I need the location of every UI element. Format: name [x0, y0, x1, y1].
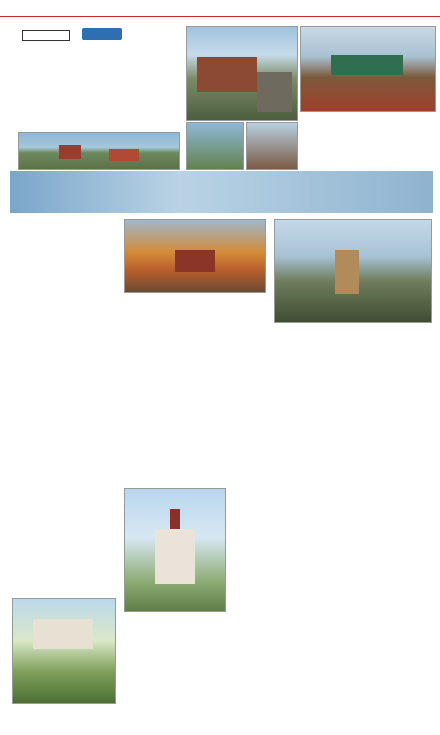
church-spire-shape [170, 509, 180, 529]
article-col2-top [124, 312, 190, 364]
article-col3-mid [196, 422, 268, 482]
church-building-shape [155, 529, 195, 584]
column-stamp [82, 28, 122, 40]
rock-shape [257, 72, 292, 112]
article-col1-top [12, 220, 118, 316]
temple-coast-photo [18, 132, 180, 170]
article-bottom-mid [124, 646, 346, 724]
page-header [0, 0, 440, 17]
article-col1-bottom [12, 448, 118, 593]
temple-rock-photo [186, 26, 298, 121]
article-col4-mid [230, 488, 346, 596]
temple-gate-shape [175, 250, 215, 272]
article-col5-top [352, 360, 432, 438]
private-island-photo [12, 598, 116, 704]
temple-hall-shape [197, 57, 257, 92]
pagoda-hill-photo [274, 219, 432, 323]
headline-banner [10, 171, 433, 213]
photo-captions-right [300, 115, 434, 165]
temple-autumn-photo [124, 219, 266, 293]
temple-roof-shape [59, 145, 81, 159]
temple-building-shape [109, 149, 139, 161]
article-col3-top [196, 312, 268, 408]
temple-pavilion-photo [300, 26, 436, 112]
church-photo [124, 488, 226, 612]
pagoda-shape [335, 250, 359, 294]
article-col4-top [274, 338, 346, 446]
intro-paragraph [18, 44, 174, 128]
island-gate-shape [33, 619, 93, 649]
pavilion-roof-shape [331, 55, 403, 75]
article-col2-mid [124, 374, 190, 444]
coast-stairs-photo [186, 122, 244, 170]
buddha-statue-photo [246, 122, 298, 170]
byline [22, 30, 70, 41]
article-col5-bottom [352, 546, 432, 722]
article-col5-mid [352, 456, 432, 530]
article-col1-mid [12, 330, 118, 422]
